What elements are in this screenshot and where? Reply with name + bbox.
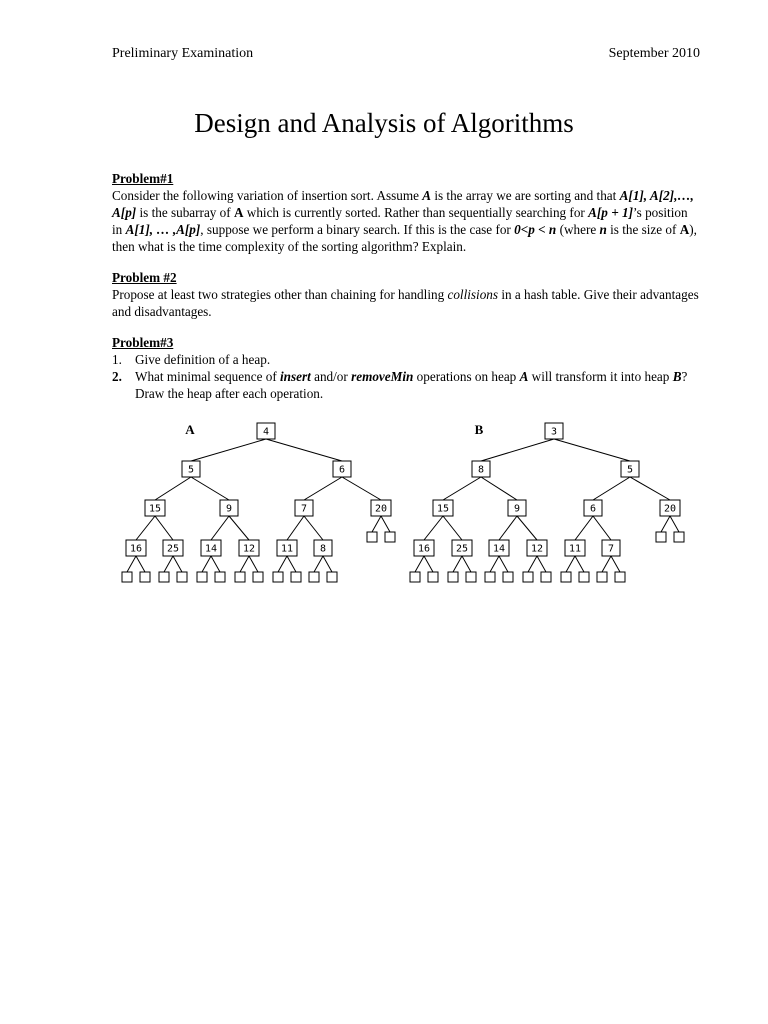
heap-node-value: 11 (568, 543, 582, 555)
heap-node-value: 8 (319, 543, 327, 555)
tree-edge (164, 556, 173, 572)
empty-leaf (253, 572, 263, 582)
heap-node-value: 5 (187, 464, 195, 476)
empty-leaf (428, 572, 438, 582)
heap-label: A (185, 422, 195, 437)
tree-edge (136, 516, 155, 540)
heap-node-value: 20 (663, 503, 677, 515)
tree-edge (155, 477, 191, 500)
empty-leaf (579, 572, 589, 582)
tree-edge (211, 556, 220, 572)
heap-label: B (474, 422, 484, 437)
tree-edge (191, 477, 229, 500)
tree-edge (155, 516, 173, 540)
heap-node-value: 25 (166, 543, 180, 555)
tree-edge (240, 556, 249, 572)
tree-edge (517, 516, 537, 540)
tree-edge (249, 556, 258, 572)
empty-leaf (385, 532, 395, 542)
tree-edge (381, 516, 390, 532)
empty-leaf (448, 572, 458, 582)
empty-leaf (177, 572, 187, 582)
heap-node-value: 7 (607, 543, 615, 555)
empty-leaf (159, 572, 169, 582)
problem-1-heading: Problem#1 (112, 171, 174, 186)
tree-edge (278, 556, 287, 572)
empty-leaf (309, 572, 319, 582)
tree-edge (342, 477, 381, 500)
heap-node-value: 9 (225, 503, 233, 515)
empty-leaf (215, 572, 225, 582)
tree-edge (499, 516, 517, 540)
tree-edge (443, 477, 481, 500)
tree-edge (314, 556, 323, 572)
heap-node-value: 15 (436, 503, 450, 515)
tree-edge (575, 556, 584, 572)
empty-leaf (291, 572, 301, 582)
tree-edge (537, 556, 546, 572)
empty-leaf (615, 572, 625, 582)
tree-edge (554, 439, 630, 461)
empty-leaf (197, 572, 207, 582)
heap-node-value: 25 (455, 543, 469, 555)
tree-edge (266, 439, 342, 461)
heap-node-value: 12 (242, 543, 256, 555)
tree-edge (490, 556, 499, 572)
tree-edge (323, 556, 332, 572)
empty-leaf (485, 572, 495, 582)
empty-leaf (656, 532, 666, 542)
problem-2-heading: Problem #2 (112, 270, 177, 285)
tree-edge (229, 516, 249, 540)
heap-node-value: 12 (530, 543, 544, 555)
heap-node-value: 16 (129, 543, 143, 555)
tree-edge (127, 556, 136, 572)
heap-node-value: 5 (626, 464, 634, 476)
heap-a (122, 422, 395, 582)
heap-b (410, 422, 684, 582)
empty-leaf (327, 572, 337, 582)
heap-node-value: 20 (374, 503, 388, 515)
tree-edge (661, 516, 670, 532)
tree-edge (462, 556, 471, 572)
tree-edge (499, 556, 508, 572)
tree-edge (304, 477, 342, 500)
heap-node-value: 8 (477, 464, 485, 476)
empty-leaf (122, 572, 132, 582)
tree-edge (453, 556, 462, 572)
tree-edge (304, 516, 323, 540)
heap-node-value: 7 (300, 503, 308, 515)
empty-leaf (523, 572, 533, 582)
heap-node-value: 14 (204, 543, 218, 555)
tree-edge (481, 477, 517, 500)
tree-edge (372, 516, 381, 532)
empty-leaf (140, 572, 150, 582)
tree-edge (575, 516, 593, 540)
heap-node-value: 3 (550, 426, 558, 438)
list-item: 2. What minimal sequence of insert and/or removeMin operations on heap A will transform it into heap B? Draw the heap after each operation. (112, 369, 688, 401)
tree-edge (415, 556, 424, 572)
tree-edge (593, 516, 611, 540)
problem-1-text: Consider the following variation of insertion sort. Assume A is the array we are sorting and that A[1], A[2],…, A[p] is the subarray of A which is currently sorted. Rather than sequentially searching for A[p + 1]’s position in A[1], … ,A[p], suppose we perform a binary search. If this is the case for 0<p < n (where n is the size of A), then what is the time complexity of the sorting algorithm? Explain. (112, 188, 697, 254)
empty-leaf (597, 572, 607, 582)
tree-edge (611, 556, 620, 572)
heap-node-value: 16 (417, 543, 431, 555)
heap-node-value: 6 (338, 464, 346, 476)
tree-edge (202, 556, 211, 572)
tree-edge (287, 516, 304, 540)
tree-edge (424, 516, 443, 540)
empty-leaf (410, 572, 420, 582)
tree-edge (173, 556, 182, 572)
tree-edge (630, 477, 670, 500)
tree-edge (287, 556, 296, 572)
tree-edge (136, 556, 145, 572)
empty-leaf (235, 572, 245, 582)
exam-name: Preliminary Examination (112, 46, 254, 61)
heap-node-value: 11 (280, 543, 294, 555)
exam-date: September 2010 (608, 46, 700, 61)
tree-edge (191, 439, 266, 461)
empty-leaf (541, 572, 551, 582)
heap-node-value: 4 (262, 426, 270, 438)
tree-edge (424, 556, 433, 572)
page-title: Design and Analysis of Algorithms (194, 108, 574, 138)
tree-edge (602, 556, 611, 572)
tree-edge (566, 556, 575, 572)
empty-leaf (561, 572, 571, 582)
empty-leaf (466, 572, 476, 582)
heap-node-value: 15 (148, 503, 162, 515)
tree-edge (593, 477, 630, 500)
heap-node-value: 9 (513, 503, 521, 515)
heap-node-value: 6 (589, 503, 597, 515)
list-item: 1. Give definition of a heap. (112, 352, 271, 367)
empty-leaf (674, 532, 684, 542)
tree-edge (528, 556, 537, 572)
problem-3-heading: Problem#3 (112, 335, 174, 350)
empty-leaf (503, 572, 513, 582)
empty-leaf (367, 532, 377, 542)
tree-edge (211, 516, 229, 540)
tree-edge (481, 439, 554, 461)
problem-2-text: Propose at least two strategies other than chaining for handling collisions in a hash table. Give their advantages and disadvantages. (112, 287, 699, 319)
heap-node-value: 14 (492, 543, 506, 555)
tree-edge (670, 516, 679, 532)
tree-edge (443, 516, 462, 540)
empty-leaf (273, 572, 283, 582)
